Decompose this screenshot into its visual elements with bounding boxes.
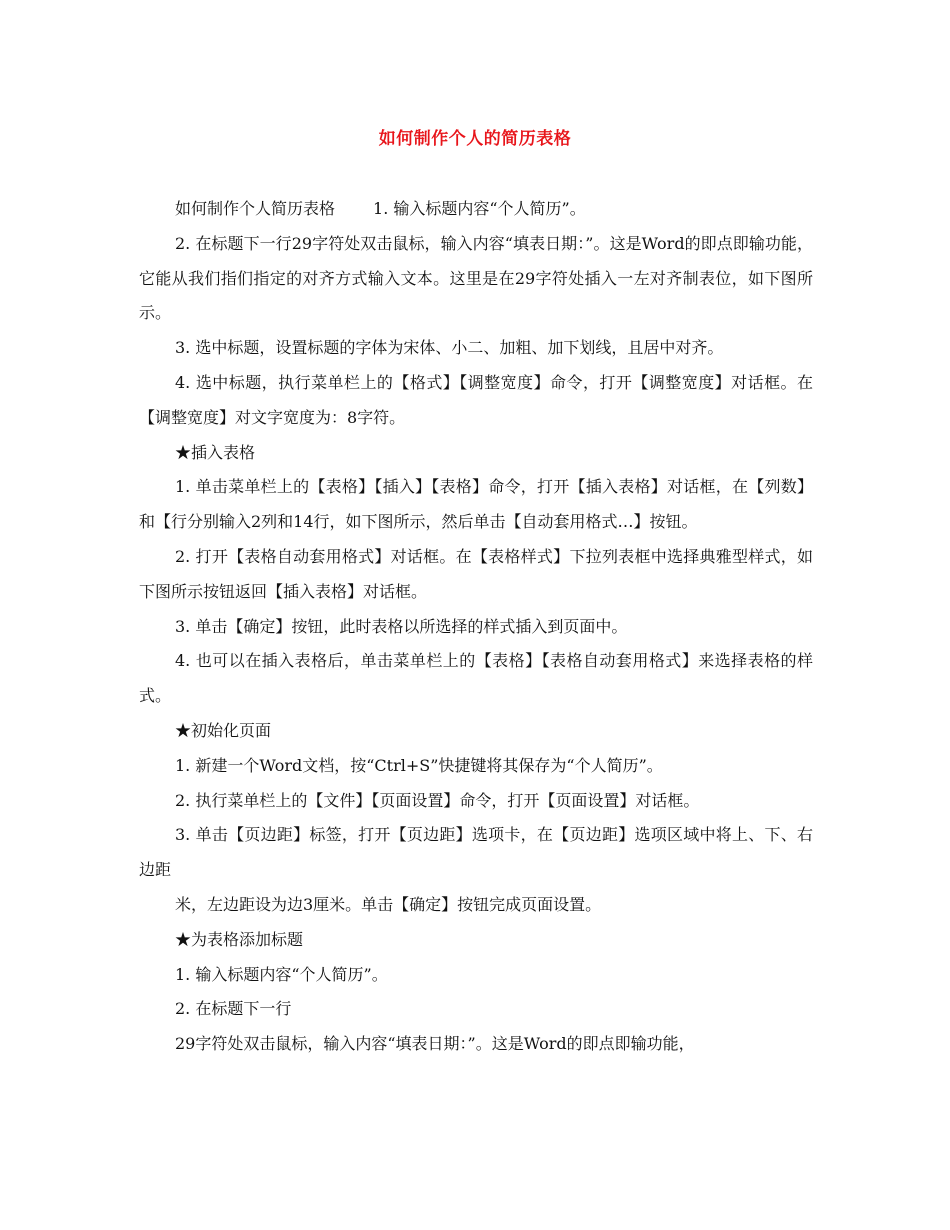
section-heading-add-title: ★为表格添加标题 (175, 929, 304, 949)
paragraph: 2. 打开【表格自动套用格式】对话框。在【表格样式】下拉列表框中选择典雅型样式，如下图所示按钮返回【插入表格】对话框。 (139, 546, 813, 601)
paragraph: 3. 选中标题，设置标题的字体为宋体、小二、加粗、加下划线，且居中对齐。 (175, 338, 724, 358)
paragraph: 3. 单击【页边距】标签，打开【页边距】选项卡，在【页边距】选项区域中将上、下、右边距 (139, 825, 813, 880)
paragraph-intro (139, 192, 813, 227)
paragraph: 2. 执行菜单栏上的【文件】【页面设置】命令，打开【页面设置】对话框。 (175, 790, 700, 810)
section-heading-insert-table: ★插入表格 (175, 442, 256, 462)
paragraph: 2. 在标题下一行 (175, 999, 292, 1019)
intro-step-1: 1. 输入标题内容“个人简历”。 (373, 199, 586, 218)
paragraph: 29字符处双击鼠标，输入内容“填表日期：”。这是Word的即点即输功能， (175, 1034, 695, 1054)
paragraph: 米，左边距设为边3厘米。单击【确定】按钮完成页面设置。 (175, 894, 602, 914)
intro-heading: 如何制作个人简历表格 (175, 199, 336, 218)
section-heading-init-page: ★初始化页面 (175, 720, 272, 740)
paragraph: 3. 单击【确定】按钮，此时表格以所选择的样式插入到页面中。 (175, 616, 628, 636)
paragraph: 4. 选中标题，执行菜单栏上的【格式】【调整宽度】命令，打开【调整宽度】对话框。在【调整宽度】对文字宽度为：8字符。 (139, 372, 813, 427)
paragraph: 1. 单击菜单栏上的【表格】【插入】【表格】命令，打开【插入表格】对话框，在【列数】和【行分别输入2列和14行，如下图所示，然后单击【自动套用格式…】按钮。 (139, 477, 813, 532)
document-body (139, 192, 813, 1062)
paragraph: 2. 在标题下一行29字符处双击鼠标，输入内容“填表日期：”。这是Word的即点即输功能，它能从我们指们指定的对齐方式输入文本。这里是在29字符处插入一左对齐制表位，如下图所示。 (139, 233, 813, 323)
paragraph: 4. 也可以在插入表格后，单击菜单栏上的【表格】【表格自动套用格式】来选择表格的样式。 (139, 651, 813, 706)
paragraph: 1. 新建一个Word文档，按“Ctrl+S”快捷键将其保存为“个人简历”。 (175, 755, 663, 775)
paragraph: 1. 输入标题内容“个人简历”。 (175, 964, 388, 984)
document-title: 如何制作个人的简历表格 (378, 129, 572, 149)
